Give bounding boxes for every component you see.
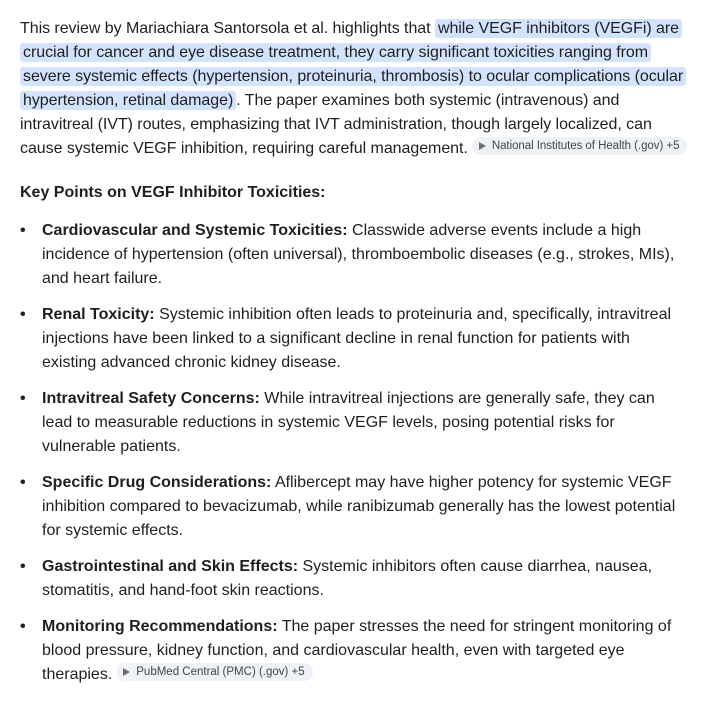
point-text: Systemic inhibitors often cause diarrhea, nausea, stomatitis, and hand-foot skin reactions. xyxy=(42,558,653,599)
highlighted-summary[interactable]: while VEGF inhibitors (VEGFi) are crucial for cancer and eye disease treatment, they carry significant toxicities ranging from severe systemic effects (hypertension, proteinuria, thrombosis) to ocular complications (ocular hypertension, retinal damage) xyxy=(20,19,686,110)
bullet: • xyxy=(20,306,26,323)
source-link-icon xyxy=(478,141,488,151)
bullet: • xyxy=(20,390,26,407)
point-term: Monitoring Recommendations: xyxy=(42,618,278,635)
point-term: Specific Drug Considerations: xyxy=(42,474,272,491)
point-term: Gastrointestinal and Skin Effects: xyxy=(42,558,299,575)
list-item xyxy=(20,387,688,459)
intro-rest: . The paper examines both systemic (intravenous) and intravitreal (IVT) routes, emphasizing that IVT administration, though largely localized, can cause systemic VEGF inhibition, requiring careful management. xyxy=(20,92,652,157)
intro-paragraph xyxy=(20,17,688,161)
point-text: While intravitreal injections are generally safe, they can lead to measurable reductions in systemic VEGF levels, posing potential risks for vulnerable patients. xyxy=(42,390,655,455)
point-text: Systemic inhibition often leads to proteinuria and, specifically, intravitreal injections have been linked to a significant decline in renal function for patients with existing advanced chronic kidney disease. xyxy=(42,306,672,371)
source-chip-pmc[interactable] xyxy=(116,663,312,681)
source-link-icon xyxy=(122,667,132,677)
bullet: • xyxy=(20,474,26,491)
list-item xyxy=(20,615,688,687)
source-chip-label: PubMed Central (PMC) (.gov) +5 xyxy=(136,666,305,678)
point-term: Intravitreal Safety Concerns: xyxy=(42,390,260,407)
list-item xyxy=(20,555,688,603)
bullet: • xyxy=(20,558,26,575)
source-chip-label: National Institutes of Health (.gov) +5 xyxy=(491,140,680,152)
bullet: • xyxy=(20,222,26,239)
key-points-heading: Key Points on VEGF Inhibitor Toxicities: xyxy=(20,184,326,201)
list-item xyxy=(20,219,688,291)
list-item xyxy=(20,303,688,375)
intro-lead: This review by Mariachiara Santorsola et al. highlights that xyxy=(20,20,435,37)
point-term: Renal Toxicity: xyxy=(42,306,155,323)
bullet: • xyxy=(20,618,26,635)
point-text: Aflibercept may have higher potency for systemic VEGF inhibition compared to bevacizumab, while ranibizumab generally has the lowest potential for systemic effects. xyxy=(42,474,676,539)
point-text: The paper stresses the need for stringent monitoring of blood pressure, kidney function, and cardiovascular health, even with targeted eye therapies. xyxy=(42,618,672,683)
key-points-list xyxy=(20,219,688,687)
point-term: Cardiovascular and Systemic Toxicities: xyxy=(42,222,348,239)
list-item xyxy=(20,471,688,543)
point-text: Classwide adverse events include a high incidence of hypertension (often universal), thromboembolic diseases (e.g., strokes, MIs), and heart failure. xyxy=(42,222,675,287)
source-chip-nih[interactable] xyxy=(472,137,688,155)
